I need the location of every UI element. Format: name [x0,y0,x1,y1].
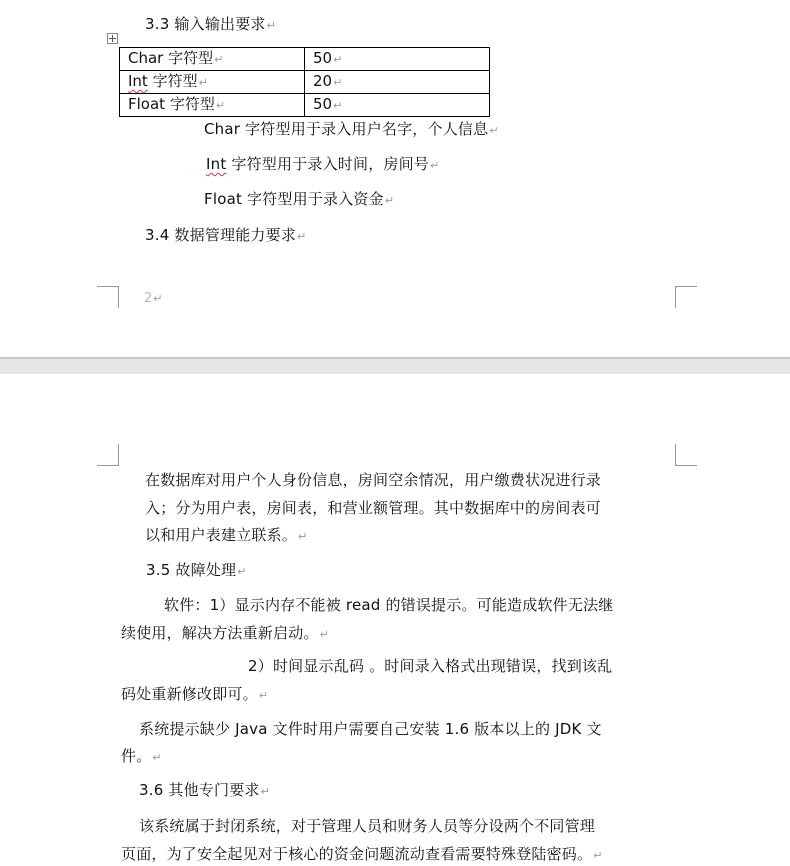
paragraph-line[interactable]: 该系统属于封闭系统，对于管理人员和财务人员等分设两个不同管理 [139,817,596,835]
margin-corner-mark [97,286,119,308]
paragraph-line[interactable]: 续使用，解决方法重新启动。↵ [121,624,330,642]
margin-corner-mark [97,444,119,466]
paragraph-line[interactable]: 码处重新修改即可。↵ [121,685,269,703]
data-type-table[interactable] [119,47,490,117]
paragraph-line[interactable]: 入；分为用户表，房间表，和营业额管理。其中数据库中的房间表可 [145,499,602,517]
table-cell[interactable]: 50↵ [305,94,490,117]
table-cell[interactable]: Int 字符型↵ [120,71,305,94]
section-heading-3-3[interactable]: 3.3 输入输出要求↵ [145,15,277,33]
page-separator [0,358,790,375]
table-row [120,71,490,94]
table-cell[interactable]: 50↵ [305,48,490,71]
document-page-1 [0,0,790,358]
paragraph-line[interactable]: 件。↵ [121,747,162,765]
section-heading-3-5[interactable]: 3.5 故障处理↵ [146,561,247,579]
table-cell[interactable]: Char 字符型↵ [120,48,305,71]
document-page-2 [0,374,790,863]
section-heading-3-4[interactable]: 3.4 数据管理能力要求↵ [145,226,307,244]
int-note[interactable]: Int 字符型用于录入时间，房间号↵ [206,155,440,173]
float-note[interactable]: Float 字符型用于录入资金↵ [204,190,395,208]
char-note[interactable]: Char 字符型用于录入用户名字，个人信息↵ [204,120,499,138]
margin-corner-mark [675,286,697,308]
table-row [120,94,490,117]
paragraph-line[interactable]: 2）时间显示乱码 。时间录入格式出现错误，找到该乱 [248,657,613,675]
section-heading-3-6[interactable]: 3.6 其他专门要求↵ [139,781,271,799]
table-move-handle-icon[interactable] [107,33,118,44]
page-number: 2↵ [144,291,163,306]
table-cell[interactable]: 20↵ [305,71,490,94]
paragraph-line[interactable]: 以和用户表建立联系。↵ [145,526,308,544]
paragraph-line[interactable]: 在数据库对用户个人身份信息，房间空余情况，用户缴费状况进行录 [145,471,602,489]
paragraph-line[interactable]: 系统提示缺少 Java 文件时用户需要自己安装 1.6 版本以上的 JDK 文 [139,720,602,738]
margin-corner-mark [675,444,697,466]
table-row [120,48,490,71]
paragraph-line[interactable]: 软件：1）显示内存不能被 read 的错误提示。可能造成软件无法继 [164,596,614,614]
paragraph-line[interactable]: 页面，为了安全起见对于核心的资金问题流动查看需要特殊登陆密码。↵ [121,845,603,863]
table-cell[interactable]: Float 字符型↵ [120,94,305,117]
